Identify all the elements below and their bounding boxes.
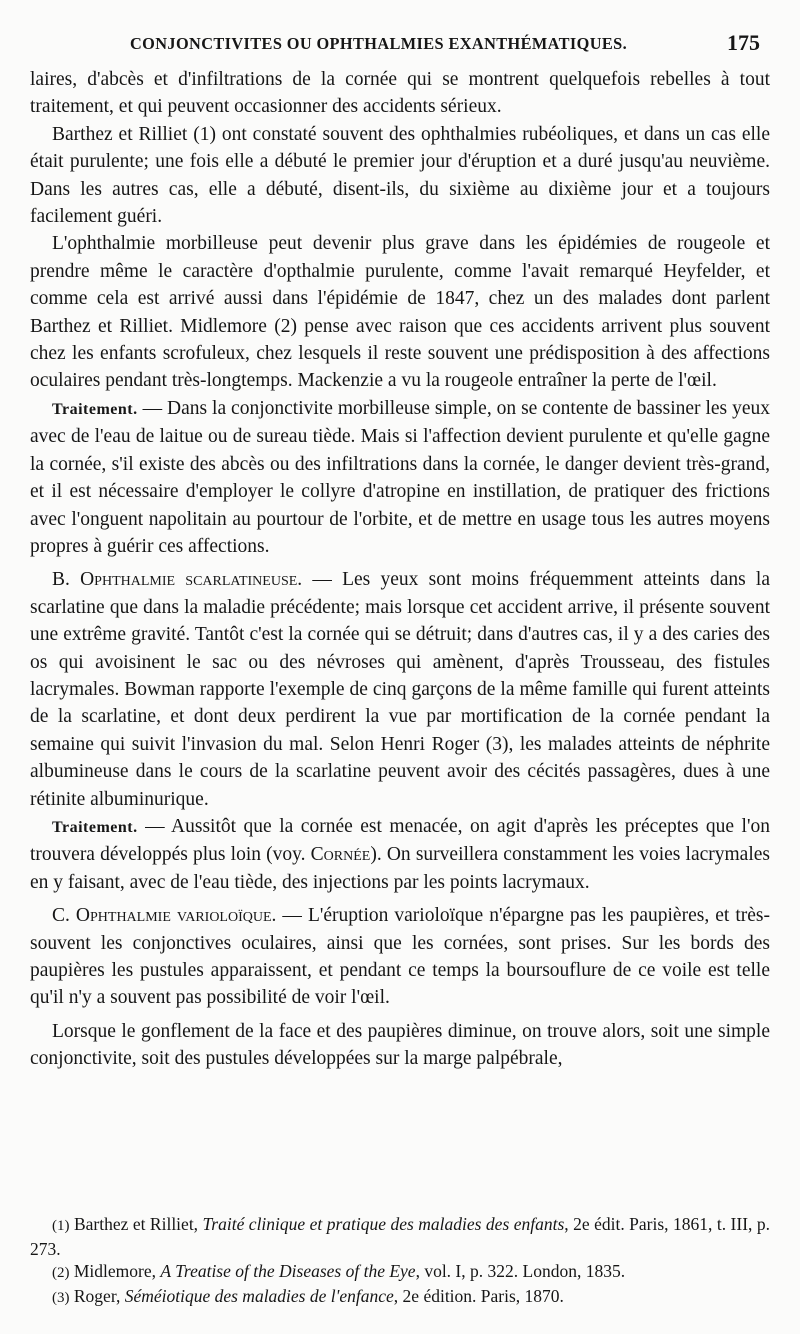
paragraph-6-text-a: — Aussitôt que la cornée est menacée, on agit d'après les préceptes que l'on trouvera développés plus loin (voy. <box>30 815 770 866</box>
footnote-title: Séméiotique des maladies de l'enfance <box>124 1285 394 1306</box>
section-heading-c: C. Ophthalmie varioloïque. <box>52 905 277 927</box>
footnote-1 <box>30 1213 770 1260</box>
footnote-title: Traité clinique et pratique des maladies des enfants <box>202 1214 565 1234</box>
footnote-marker: (2) <box>52 1265 70 1281</box>
paragraph-4 <box>30 395 770 560</box>
paragraph-7-text: — L'éruption varioloïque n'épargne pas les paupières, et très-souvent les conjonctives oculaires, ainsi que les cornées, sont prises. Sur les bords des paupières les pustules apparaissent, et pendant ce temps la boursouflure de ce voile est telle qu'il n'y a souvent pas possibilité de voir l'œil. <box>30 905 770 1009</box>
cross-reference: Cornée <box>310 844 371 866</box>
paragraph-8: Lorsque le gonflement de la face et des paupières diminue, on trouve alors, soit une simple conjonctivite, soit des pustules développées sur la marge palpébrale, <box>30 1020 770 1070</box>
page-number: 175 <box>727 30 760 55</box>
footnote-text: , vol. I, p. 322. London, 1835. <box>415 1261 626 1281</box>
running-title: CONJONCTIVITES OU OPHTHALMIES EXANTHÉMATIQUES. <box>130 34 628 53</box>
paragraph-5-text: — Les yeux sont moins fréquemment atteints dans la scarlatine que dans la maladie précédente; mais lorsque cet accident arrive, il présente souvent une extrême gravité. Tantôt c'est la cornée qui se détruit; dans d'autres cas, il y a des caries des os qui avoisinent le sac ou des névroses qui amènent, d'après Trousseau, des fistules lacrymales. Bowman rapporte l'exemple de cinq garçons de la même famille qui furent atteints de la scarlatine, et dont deux perdirent la vue par mortification de la cornée pendant la semaine qui suivit l'invasion du mal. Selon Henri Roger (3), les malades atteints de néphrite albumineuse dans le cours de la scarlatine peuvent avoir des cécités passagères, dues à une rétinite albuminurique. <box>30 569 770 810</box>
footnote-3 <box>30 1285 770 1310</box>
paragraph-4-text: — Dans la conjonctivite morbilleuse simple, on se contente de bassiner les yeux avec de l'eau de laitue ou de sureau tiède. Mais si l'affection devient purulente et qu'elle gagne la cornée, s'il existe des abcès ou des infiltrations dans la cornée, le danger devient très-grand, et il est nécessaire d'employer le collyre d'atropine en instillation, de pratiquer des frictions avec l'onguent napolitain au pourtour de l'orbite, et de mettre en usage tous les autres moyens propres à guérir ces affections. <box>30 397 770 557</box>
footnote-text: , 2e édit. Paris, 1861, t. III, p. 273. <box>30 1214 770 1259</box>
paragraph-3: L'ophthalmie morbilleuse peut devenir plus grave dans les épidémies de rougeole et prendre même le caractère d'opthalmie purulente, comme l'avait remarqué Heyfelder, et comme cela est arrivé aussi dans l'épidémie de 1847, chez un des malades dont parlent Barthez et Rilliet. Midlemore (2) pense avec raison que ces accidents arrivent plus souvent chez les enfants scrofuleux, chez lesquels il reste souvent une prédisposition à des affections oculaires pendant très-longtemps. Mackenzie a vu la rougeole entraîner la perte de l'œil. <box>30 233 770 392</box>
footnote-text: Midlemore, <box>69 1261 161 1281</box>
footnote-marker: (1) <box>52 1218 70 1234</box>
footnotes <box>30 1213 770 1309</box>
paragraph-7 <box>30 902 770 1012</box>
paragraph-6-text-b: ). On surveillera constamment les voies lacrymales en y faisant, avec de l'eau tiède, des injections par les points lacrymaux. <box>30 844 770 893</box>
paragraph-1: laires, d'abcès et d'infiltrations de la cornée qui se montrent quelquefois rebelles à tout traitement, et qui peuvent occasionner des accidents sérieux. <box>30 69 770 118</box>
paragraph-5 <box>30 566 770 813</box>
footnote-text: , 2e édition. Paris, 1870. <box>393 1285 564 1306</box>
footnote-text: Roger, <box>69 1285 125 1306</box>
paragraph-6 <box>30 813 770 896</box>
footnote-text: Barthez et Rilliet, <box>69 1214 203 1234</box>
section-heading-b: B. Ophthalmie scarlatineuse. <box>52 569 303 591</box>
treatment-heading: Traitement. <box>52 818 138 836</box>
page-header <box>130 30 760 60</box>
paragraph-2: Barthez et Rilliet (1) ont constaté souvent des ophthalmies rubéoliques, et dans un cas elle était purulente; une fois elle a débuté le premier jour d'éruption et a duré jusqu'au neuvième. Dans les autres cas, elle a débuté, disent-ils, du sixième au dixième jour et a toujours facilement guéri. <box>30 123 770 228</box>
body-text <box>30 66 770 1073</box>
footnote-2 <box>30 1260 770 1285</box>
footnote-marker: (3) <box>52 1289 70 1306</box>
footnote-title: A Treatise of the Diseases of the Eye <box>160 1261 416 1281</box>
treatment-heading: Traitement. <box>52 400 138 418</box>
